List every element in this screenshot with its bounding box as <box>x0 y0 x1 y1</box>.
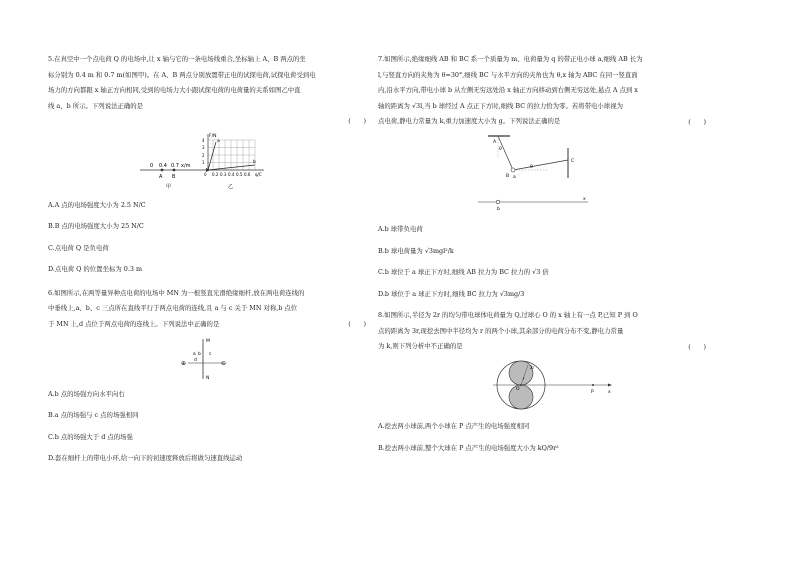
q5-stem-line: 场力的方向都跟 x 轴正方向相同,受到的电场力大小跟试探电荷的电荷量的关系如图乙中直 <box>48 86 301 94</box>
q6-stem-line: 于 MN 上,d 点位于两点电荷的连线上。下列说法中正确的是 <box>48 319 220 328</box>
q5-figure-svg <box>48 130 378 192</box>
svg-text:M: M <box>206 338 210 344</box>
svg-text:A: A <box>159 173 163 180</box>
q7-stem-line: l,与竖直方向的夹角为 θ=30°,细线 BC 与水平方向的夹角也为 θ,x 轴为 ABC 在同一竖直面 <box>378 70 638 79</box>
svg-text:r: r <box>523 376 525 381</box>
svg-text:⊕: ⊕ <box>181 359 187 367</box>
q8-option-b: B.挖去两小球前,整个大球在 P 点产生的电场强度大小为 kQ/9r² <box>378 443 559 452</box>
svg-text:F/N: F/N <box>209 133 217 139</box>
svg-text:0.3: 0.3 <box>220 171 227 177</box>
svg-text:B: B <box>506 174 510 179</box>
svg-text:c: c <box>209 351 212 357</box>
q7-stem-line: 点电荷,静电力常量为 k,重力加速度大小为 g。下列说法正确的是 <box>378 117 561 125</box>
svg-text:0.2: 0.2 <box>212 171 219 177</box>
question-8 <box>378 308 718 456</box>
q8-figure <box>378 355 718 413</box>
q5-option-c: C.点电荷 Q 是负电荷 <box>48 243 109 252</box>
svg-text:1: 1 <box>202 159 205 165</box>
svg-text:O: O <box>516 387 520 392</box>
q8-answer-bracket: ( ) <box>688 342 706 351</box>
svg-text:乙: 乙 <box>228 183 234 190</box>
q8-figure-svg <box>378 355 718 413</box>
svg-text:a: a <box>513 175 516 180</box>
q8-stem-line: 为 k,则下列分析中不正确的是 <box>378 342 463 350</box>
q6-option-d: D.套在细杆上的带电小环,给一向下的初速度释放后将做匀速直线运动 <box>48 454 243 462</box>
svg-text:0: 0 <box>204 171 207 177</box>
q7-option-a: A.b 球带负电荷 <box>378 225 423 233</box>
q5-fig-jia <box>140 163 210 190</box>
right-column <box>378 52 718 456</box>
q7-option-d: D.b 球位于 a 球正下方时,细线 BC 拉力为 √3mg/3 <box>378 289 525 298</box>
q5-figure <box>48 130 378 192</box>
svg-text:B: B <box>172 173 176 180</box>
q6-option-c: C.b 点的场强大于 d 点的场强 <box>48 432 133 441</box>
svg-text:N: N <box>206 375 210 381</box>
svg-text:甲: 甲 <box>166 183 172 190</box>
svg-text:q/C: q/C <box>255 171 262 177</box>
left-column <box>48 52 378 467</box>
svg-text:0.6: 0.6 <box>244 171 251 177</box>
q7-option-c: C.b 球位于 a 球正下方时,细线 AB 拉力为 BC 拉力的 √3 倍 <box>378 268 549 276</box>
q5-answer-bracket: ( ) <box>348 117 366 125</box>
q6-figure <box>48 333 378 381</box>
svg-text:2r: 2r <box>530 365 535 370</box>
q5-line-b <box>208 165 255 170</box>
svg-text:x: x <box>608 390 611 395</box>
svg-text:2: 2 <box>202 152 205 158</box>
svg-text:θ: θ <box>499 147 502 152</box>
question-7 <box>378 52 718 302</box>
q6-stem-line: 6.如图所示,在两等量异种点电荷的电场中 MN 为一根竖直光滑绝缘细杆,放在两电荷连线的 <box>48 288 305 297</box>
q8-stem-line: 点的距离为 3r,现挖去图中半径均为 r 的两个小球,其余部分的电荷分布不变,静电力常量 <box>378 326 624 335</box>
q5-option-b: B.B 点的电场强度大小为 25 N/C <box>48 222 144 230</box>
q5-stem-line: 5.在真空中一个点电荷 Q 的电场中,让 x 轴与它的一条电场线重合,坐标轴上 A、B 两点的坐 <box>48 55 306 63</box>
q7-stem-line: 内,沿水平方向,带电小球 b 从左侧无穷远处沿 x 轴正方向移动到右侧无穷远处,悬点 A 点到 x <box>378 86 638 94</box>
svg-text:A: A <box>493 140 497 145</box>
svg-text:θ: θ <box>530 165 533 170</box>
q6-option-b: B.a 点的场强与 c 点的场强相同 <box>48 411 139 419</box>
svg-text:b: b <box>198 351 201 357</box>
svg-text:4: 4 <box>202 137 205 143</box>
question-5 <box>48 52 378 278</box>
q6-figure-svg <box>48 333 378 381</box>
svg-text:C: C <box>571 159 575 164</box>
q6-stem-line: 中垂线上,a、b、c 三点所在直线平行于两点电荷的连线,且 a 与 c 关于 MN 对称,b 点位 <box>48 304 298 312</box>
svg-text:P: P <box>591 390 594 395</box>
q5-fig-yi <box>202 133 264 190</box>
svg-text:b: b <box>253 159 256 165</box>
q5-option-a: A.A 点的电场强度大小为 2.5 N/C <box>48 200 146 209</box>
q6-option-a: A.b 点的场强方向水平向右 <box>48 389 125 398</box>
q5-line-a <box>208 142 216 170</box>
svg-text:x/m: x/m <box>181 162 191 169</box>
svg-text:x: x <box>583 197 586 202</box>
svg-text:⊖: ⊖ <box>221 359 227 367</box>
q7-option-b: B.b 球电荷量为 √3mgl²/k <box>378 246 454 255</box>
q7-figure-svg <box>378 130 718 216</box>
svg-text:d: d <box>194 357 197 363</box>
q7-stem-line: 轴的距离为 √3l,当 b 球经过 A 点正下方时,细线 BC 的拉力恰为零。若将带电小球视为 <box>378 101 623 110</box>
svg-text:0.7: 0.7 <box>171 162 179 169</box>
svg-text:0: 0 <box>150 162 154 169</box>
q7-figure <box>378 130 718 216</box>
svg-text:0.4: 0.4 <box>159 162 167 169</box>
question-6 <box>48 286 378 467</box>
svg-text:a: a <box>217 138 220 144</box>
svg-text:b: b <box>497 207 500 212</box>
svg-text:3: 3 <box>202 144 205 150</box>
q7-answer-bracket: ( ) <box>688 117 706 126</box>
q8-option-a: A.挖去两小球前,两个小球在 P 点产生的电场强度相同 <box>378 422 530 430</box>
svg-text:0.5: 0.5 <box>236 171 243 177</box>
svg-text:a: a <box>193 351 196 357</box>
svg-text:0.4: 0.4 <box>228 171 235 177</box>
q5-option-d: D.点电荷 Q 的位置坐标为 0.3 m <box>48 265 143 273</box>
q5-stem-line: 标分别为 0.4 m 和 0.7 m(如图甲)。在 A、B 两点分别放置带正电的试探电荷,试探电荷受到电 <box>48 70 316 79</box>
q7-stem-line: 7.如图所示,绝缘细线 AB 和 BC 系一个质量为 m、电荷量为 q 的带正电小球 a,细线 AB 长为 <box>378 55 643 63</box>
q6-answer-bracket: ( ) <box>348 320 366 328</box>
q8-stem-line: 8.如图所示,半径为 2r 的均匀带电球体电荷量为 Q,过球心 O 的 x 轴上有一点 P,已知 P 到 O <box>378 311 638 319</box>
q5-stem-line: 线 a、b 所示。下列说法正确的是 <box>48 101 144 110</box>
